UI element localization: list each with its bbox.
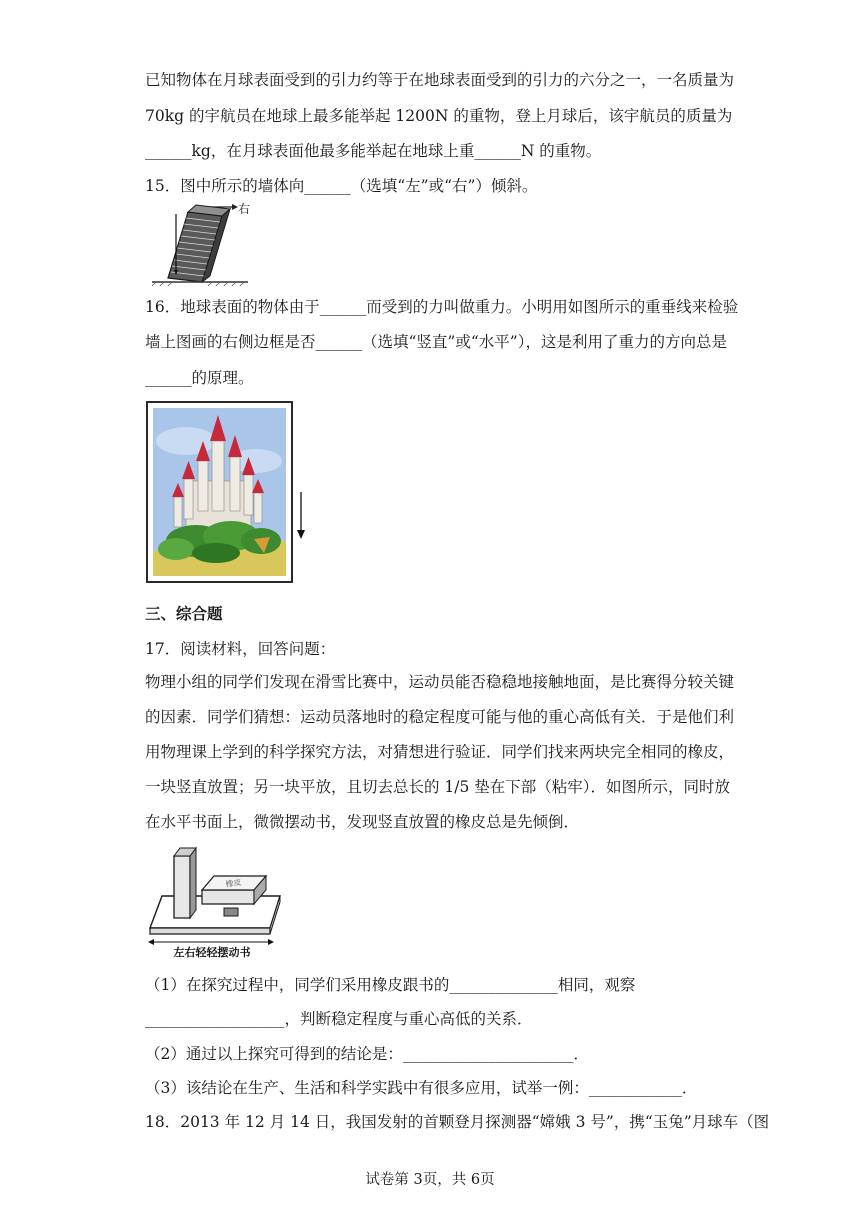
text-line: （1）在探究过程中，同学们采用橡皮跟书的______________相同，观察: [145, 976, 636, 994]
castle-picture: [146, 401, 296, 584]
text-line: （2）通过以上探究可得到的结论是：______________________．: [145, 1045, 589, 1063]
flat-eraser-front: [202, 890, 254, 904]
castle-picture-figure: [146, 401, 296, 584]
text-line: 的因素．同学们猜想：运动员落地时的稳定程度可能与他的重心高低有关．于是他们利: [145, 708, 735, 726]
vertical-eraser-front: [174, 856, 190, 918]
text-line: 70kg 的宇航员在地球上最多能举起 1200N 的重物，登上月球后，该宇航员的质量为: [145, 107, 733, 125]
svg-text:橡皮: 橡皮: [225, 877, 243, 889]
book-eraser-diagram: [144, 838, 284, 958]
book-caption: 左右轻轻摆动书: [173, 946, 251, 958]
book-front: [150, 928, 270, 934]
eraser-base: [224, 908, 238, 916]
text-line: ______kg，在月球表面他最多能举起在地球上重______N 的重物。: [145, 142, 602, 160]
down-arrow-icon: [294, 492, 308, 540]
text-line: 一块竖直放置；另一块平放，且切去总长的 1/5 垫在下部（粘牢）．如图所示，同时放: [145, 778, 731, 796]
page-footer: 试卷第 3页，共 6页: [365, 1172, 495, 1188]
text-line: 物理小组的同学们发现在滑雪比赛中，运动员能否稳稳地接触地面，是比赛得分较关键: [145, 673, 735, 691]
vertical-eraser-side: [190, 848, 196, 918]
text-line: 在水平书面上，微微摆动书，发现竖直放置的橡皮总是先倾倒．: [145, 813, 580, 831]
wall-diagram: [150, 198, 250, 286]
book-eraser-figure: [144, 838, 284, 958]
text-line: __________________，判断稳定程度与重心高低的关系．: [145, 1010, 533, 1028]
section-heading: 三、综合题: [145, 604, 223, 623]
text-line: 墙上图画的右侧边框是否______（选填“竖直”或“水平”），这是利用了重力的方向总是: [145, 333, 727, 351]
text-line: （3）该结论在生产、生活和科学实践中有很多应用，试举一例：____________．: [145, 1079, 698, 1097]
text-line: ______的原理。: [145, 369, 254, 387]
tilted-wall-figure: [150, 198, 250, 286]
question-15-text: 15．图中所示的墙体向______（选填“左”或“右”）倾斜。: [145, 177, 538, 195]
text-line: 用物理课上学到的科学探究方法，对猜想进行验证．同学们找来两块完全相同的橡皮，: [145, 743, 735, 761]
text-line: 16．地球表面的物体由于______而受到的力叫做重力。小明用如图所示的重垂线来检验: [145, 298, 739, 316]
wall-direction-label: 右: [238, 202, 250, 216]
plumb-line-arrow: [294, 492, 308, 540]
text-line: 已知物体在月球表面受到的引力约等于在地球表面受到的引力的六分之一，一名质量为: [145, 71, 735, 89]
text-line: 17．阅读材料，回答问题：: [145, 640, 336, 658]
question-18-text: 18．2013 年 12 月 14 日，我国发射的首颗登月探测器“嫦娥 3 号”，携“玉兔”月球车（图: [145, 1113, 770, 1131]
